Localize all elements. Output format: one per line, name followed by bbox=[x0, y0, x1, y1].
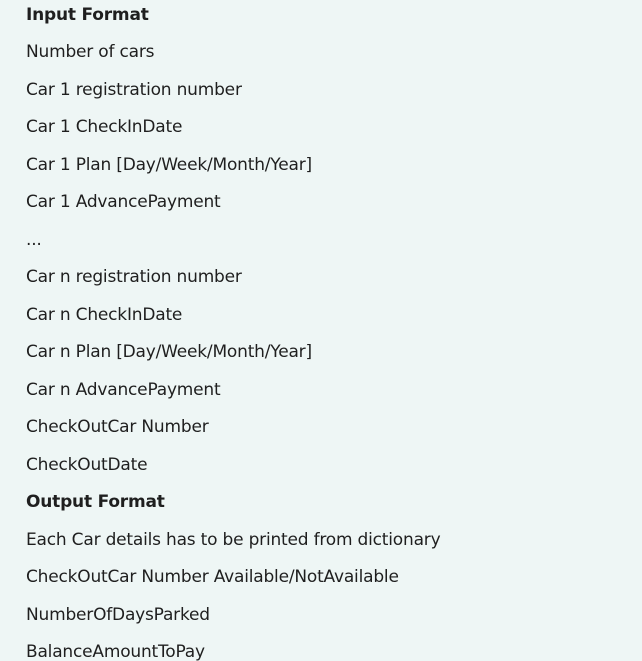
input-format-heading: Input Format bbox=[26, 5, 149, 25]
input-line: Car 1 CheckInDate bbox=[26, 117, 183, 137]
input-line: Car 1 registration number bbox=[26, 80, 242, 100]
output-line: NumberOfDaysParked bbox=[26, 605, 210, 625]
input-line: ... bbox=[26, 230, 42, 250]
output-line: CheckOutCar Number Available/NotAvailable bbox=[26, 567, 399, 587]
input-line: Car n AdvancePayment bbox=[26, 380, 221, 400]
output-line: Each Car details has to be printed from dictionary bbox=[26, 530, 441, 550]
output-format-heading: Output Format bbox=[26, 492, 165, 512]
input-line: Car 1 AdvancePayment bbox=[26, 192, 221, 212]
input-line: Car n registration number bbox=[26, 267, 242, 287]
input-line: Car 1 Plan [Day/Week/Month/Year] bbox=[26, 155, 312, 175]
input-line: Number of cars bbox=[26, 42, 155, 62]
input-line: CheckOutCar Number bbox=[26, 417, 209, 437]
input-line: Car n CheckInDate bbox=[26, 305, 183, 325]
input-line: Car n Plan [Day/Week/Month/Year] bbox=[26, 342, 312, 362]
output-line: BalanceAmountToPay bbox=[26, 642, 205, 661]
input-line: CheckOutDate bbox=[26, 455, 148, 475]
